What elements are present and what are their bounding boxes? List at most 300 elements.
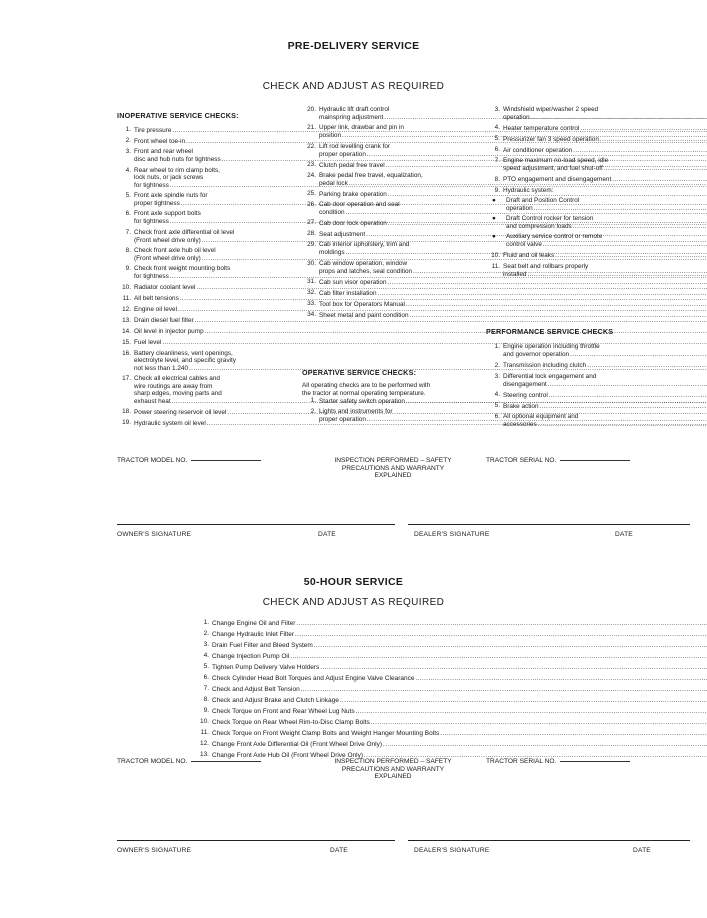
checklist-item xyxy=(486,373,666,388)
item-text: for tightness xyxy=(134,218,169,226)
checklist-item xyxy=(117,408,300,416)
dealer-signature-label: DEALER'S SIGNATURE xyxy=(414,531,490,538)
item-number: 32. xyxy=(307,289,316,297)
tractor-model-line-2 xyxy=(191,761,261,762)
operative-heading: OPERATIVE SERVICE CHECKS: xyxy=(302,368,417,378)
item-number: 27. xyxy=(307,219,316,227)
item-text: Seat adjustment xyxy=(319,231,366,239)
leader-dots xyxy=(549,392,707,399)
item-number: 1. xyxy=(310,397,316,405)
item-number: 13. xyxy=(199,751,209,758)
owner-date-label: DATE xyxy=(318,531,336,538)
item-text: Tire pressure xyxy=(134,127,172,134)
item-number: 21. xyxy=(307,124,316,132)
item-text: disc and hub nuts for tightness xyxy=(134,156,221,164)
item-text: proper operation xyxy=(319,150,366,158)
item-text: Change Engine Oil and Filter xyxy=(212,619,296,627)
item-text: Starter safety switch operation xyxy=(319,398,405,406)
checklist-item xyxy=(195,674,595,682)
item-text: Cab door lock operation xyxy=(319,220,387,228)
pre-delivery-subtitle: CHECK AND ADJUST AS REQUIRED xyxy=(262,81,445,92)
leader-dots xyxy=(356,708,707,715)
checklist-item xyxy=(117,339,300,347)
item-text: electrolyte level, and specific gravity xyxy=(134,356,236,364)
checklist-item xyxy=(302,201,484,216)
item-text: Cab sun visor operation xyxy=(319,278,387,286)
inoperative-checks-column xyxy=(117,112,300,427)
leader-dots xyxy=(540,403,707,410)
item-text: Upper link, drawbar and pin in xyxy=(319,124,404,132)
item-text: installed xyxy=(503,270,527,278)
item-text: for tightness xyxy=(134,181,169,189)
item-number: 1. xyxy=(203,619,209,626)
item-text: Check Torque on Front Weight Clamp Bolts and Weight Hanger Mounting Bolts xyxy=(212,729,440,737)
item-number: 26. xyxy=(307,201,316,209)
item-number: 7. xyxy=(125,228,131,236)
item-number: 2. xyxy=(310,408,316,416)
pre-delivery-title: PRE-DELIVERY SERVICE xyxy=(287,40,420,52)
checklist-item xyxy=(302,230,484,238)
dealer-signature-line[interactable] xyxy=(408,524,690,525)
tractor-model-field[interactable] xyxy=(117,457,261,465)
leader-dots xyxy=(538,421,707,428)
item-text: Brake action xyxy=(503,402,539,410)
item-text: condition xyxy=(319,209,345,217)
item-number: 4. xyxy=(203,652,209,659)
item-text: Radiator coolant level xyxy=(134,284,196,292)
checklist-item xyxy=(486,157,666,172)
item-number: 5. xyxy=(494,401,500,409)
inspection-line: EXPLAINED xyxy=(374,773,412,780)
checklist-item xyxy=(117,306,300,314)
item-text: Check and Adjust Brake and Clutch Linkage xyxy=(212,696,339,704)
item-text: (Front wheel drive only) xyxy=(134,255,201,263)
owner-signature-label: OWNER'S SIGNATURE xyxy=(117,531,192,538)
checklist-item xyxy=(195,652,595,660)
performance-checklist xyxy=(486,343,666,428)
checklist-item xyxy=(117,126,300,134)
item-number: 13. xyxy=(122,316,131,324)
checklist-item xyxy=(486,413,666,428)
item-number: 9. xyxy=(125,265,131,273)
checklist-item xyxy=(302,172,484,187)
leader-dots xyxy=(440,730,707,737)
item-text: Seat belt and rollbars properly xyxy=(503,262,589,270)
tractor-serial-label-2: TRACTOR SERIAL NO. xyxy=(486,758,557,765)
item-text: Hydraulic system oil level xyxy=(134,419,206,427)
item-text: operation xyxy=(503,114,530,121)
checklist-item xyxy=(486,263,666,278)
item-number: 4. xyxy=(125,166,131,174)
checklist-item xyxy=(302,289,484,297)
inspection-note xyxy=(300,457,486,480)
item-number: 10. xyxy=(122,283,131,291)
checklist-item xyxy=(302,278,484,286)
leader-dots xyxy=(600,136,707,143)
bullet-icon: ● xyxy=(492,233,496,241)
item-number: 5. xyxy=(125,192,131,200)
item-text: and governor operation xyxy=(503,351,570,359)
inspection-line: PRECAUTIONS AND WARRANTY xyxy=(341,765,445,773)
item-number: 8. xyxy=(125,247,131,255)
tractor-model-label: TRACTOR MODEL NO. xyxy=(117,457,188,464)
checklist-item xyxy=(486,176,666,184)
leader-dots xyxy=(314,642,707,649)
item-text: Cab interior upholstery, trim and xyxy=(319,241,410,249)
item-number: 10. xyxy=(491,251,500,259)
leader-dots xyxy=(604,165,707,172)
item-number: 14. xyxy=(122,327,131,335)
item-number: 11. xyxy=(491,262,500,270)
item-number: 23. xyxy=(307,160,316,168)
checklist-item xyxy=(302,311,484,319)
item-number: 11. xyxy=(122,294,131,302)
item-text: Drain Fuel Filter and Bleed System xyxy=(212,641,313,649)
item-number: 20. xyxy=(307,106,316,113)
checklist-item xyxy=(302,260,484,275)
leader-dots xyxy=(587,362,707,369)
item-number: 10. xyxy=(199,718,209,725)
checklist-item xyxy=(117,295,300,303)
fifty-hour-checklist-block xyxy=(195,619,595,759)
item-number: 9. xyxy=(203,707,209,714)
item-text: PTO engagement and disengagement xyxy=(503,176,612,184)
item-text: Steering control xyxy=(503,391,548,399)
item-number: 6. xyxy=(494,146,500,154)
inspection-line: PRECAUTIONS AND WARRANTY xyxy=(341,464,445,472)
leader-dots xyxy=(570,351,707,358)
item-text: Tighten Pump Delivery Valve Holders xyxy=(212,663,320,671)
checklist-item xyxy=(302,397,484,405)
item-text: Change Front Axle Hub Oil (Front Wheel Drive Only) xyxy=(212,751,363,759)
leader-dots xyxy=(612,176,707,183)
item-text: Fuel level xyxy=(134,339,162,347)
checklist-item xyxy=(302,190,484,198)
tractor-serial-label: TRACTOR SERIAL NO. xyxy=(486,457,557,464)
tractor-model-field-2[interactable] xyxy=(117,758,261,766)
leader-dots xyxy=(531,114,707,121)
item-text: wire routings are away from xyxy=(134,382,213,390)
item-text: Parking brake operation xyxy=(319,190,387,198)
checklist-item xyxy=(117,192,300,207)
checklist-item xyxy=(195,630,595,638)
checklist-item xyxy=(117,265,300,280)
tractor-serial-line-2 xyxy=(560,761,630,762)
dealer-date-label: DATE xyxy=(615,531,633,538)
checklist-item xyxy=(117,328,300,336)
item-text: Hydraulic system: xyxy=(503,186,554,194)
item-text: proper tightness xyxy=(134,200,180,208)
item-number: 17. xyxy=(122,375,131,383)
item-text: Pressurizer fan 3 speed operation xyxy=(503,136,599,143)
dealer-signature-label-2: DEALER'S SIGNATURE xyxy=(414,847,490,854)
checklist-item xyxy=(302,241,484,256)
item-number: 28. xyxy=(307,230,316,238)
checklist-item xyxy=(195,685,595,693)
checklist-item xyxy=(195,619,595,627)
checklist-item xyxy=(486,252,666,260)
item-number: 18. xyxy=(122,408,131,416)
item-number: 15. xyxy=(122,338,131,346)
item-text: Oil level in injector pump xyxy=(134,328,204,336)
checklist-item xyxy=(486,343,666,358)
item-number: 12. xyxy=(122,305,131,313)
owner-signature-line-2[interactable] xyxy=(117,840,395,841)
item-text: Change Injection Pump Oil xyxy=(212,652,290,660)
inspection-line: EXPLAINED xyxy=(374,472,412,479)
checklist-item xyxy=(302,408,484,423)
item-text: Tool box for Operators Manual xyxy=(319,300,405,308)
item-text: position xyxy=(319,132,342,140)
item-number: 1. xyxy=(494,343,500,351)
inoperative-checklist xyxy=(117,126,300,427)
checklist-item xyxy=(302,124,484,139)
checklist-item xyxy=(117,375,300,405)
item-text: Auxiliary service control or remote xyxy=(506,233,603,241)
item-number: 3. xyxy=(203,641,209,648)
checklist-item xyxy=(486,106,666,121)
item-text: Cab door operation and seal xyxy=(319,201,400,209)
item-number: 25. xyxy=(307,190,316,198)
item-text: Check front axle differential oil level xyxy=(134,228,235,236)
operative-checks-continued-column xyxy=(486,106,666,428)
item-number: 8. xyxy=(494,175,500,183)
checklist-item xyxy=(486,215,666,230)
checklist-item xyxy=(486,362,666,370)
item-text: Check and Adjust Belt Tension xyxy=(212,685,300,693)
checklist-item xyxy=(486,197,666,212)
item-number: 30. xyxy=(307,259,316,267)
leader-dots xyxy=(296,620,707,627)
item-text: Check Cylinder Head Bolt Torques and Adjust Engine Valve Clearance xyxy=(212,674,415,682)
item-text: operation xyxy=(506,204,533,212)
item-text: Lights and instruments for xyxy=(319,408,393,416)
item-number: 6. xyxy=(125,210,131,218)
leader-dots xyxy=(301,686,707,693)
leader-dots xyxy=(543,241,707,248)
item-text: Front and rear wheel xyxy=(134,148,193,156)
leader-dots xyxy=(555,252,707,259)
inoperative-heading: INOPERATIVE SERVICE CHECKS: xyxy=(117,111,239,120)
checklist-item xyxy=(195,696,595,704)
checklist-item xyxy=(486,146,666,154)
item-text: Lift rod levelling crank for xyxy=(319,142,391,150)
checklist-item xyxy=(117,284,300,292)
owner-date-label-2: DATE xyxy=(330,847,348,854)
checklist-item xyxy=(486,391,666,399)
fifty-hour-checklist xyxy=(195,619,595,759)
checklist-item xyxy=(302,300,484,308)
inoperative-checklist-continued xyxy=(302,106,484,319)
item-text: Check Torque on Rear Wheel Rim-to-Disc Clamp Bolts xyxy=(212,718,370,726)
item-number: 2. xyxy=(125,137,131,145)
checklist-item xyxy=(486,135,666,143)
checklist-item xyxy=(117,210,300,225)
leader-dots xyxy=(320,664,707,671)
leader-dots xyxy=(415,675,707,682)
checklist-item xyxy=(117,148,300,163)
leader-dots xyxy=(548,381,707,388)
item-text: exhaust heat xyxy=(134,397,171,405)
tractor-model-label-2: TRACTOR MODEL NO. xyxy=(117,758,188,765)
checklist-item xyxy=(117,350,300,373)
item-text: Power steering reservoir oil level xyxy=(134,408,227,416)
checklist-item xyxy=(302,106,484,121)
item-text: Front axle support bolts xyxy=(134,210,201,218)
item-number: 19. xyxy=(122,419,131,427)
item-text: Cab window operation, window xyxy=(319,259,408,267)
item-number: 2. xyxy=(494,361,500,369)
item-number: 22. xyxy=(307,142,316,150)
checklist-item xyxy=(117,137,300,145)
item-number: 31. xyxy=(307,278,316,286)
checklist-item xyxy=(486,124,666,132)
tractor-serial-field-2[interactable] xyxy=(486,758,630,766)
item-text: not less than 1.240 xyxy=(134,364,189,372)
item-text: Change Front Axle Differential Oil (Front Wheel Drive Only) xyxy=(212,740,383,748)
item-number: 6. xyxy=(494,412,500,420)
item-text: disengagement xyxy=(503,380,547,388)
checklist-item xyxy=(117,317,300,325)
fifty-hour-title: 50-HOUR SERVICE xyxy=(303,576,404,588)
item-text: Check front weight mounting bolts xyxy=(134,265,231,273)
checklist-item xyxy=(117,167,300,190)
item-number: 1. xyxy=(125,126,131,134)
checklist-item xyxy=(195,641,595,649)
leader-dots xyxy=(573,223,707,230)
item-text: props and latches, seal condition xyxy=(319,267,413,275)
checklist-item xyxy=(195,707,595,715)
item-text: Drain diesel fuel filter xyxy=(134,317,194,325)
item-number: 2. xyxy=(203,630,209,637)
item-number: 24. xyxy=(307,171,316,179)
item-number: 29. xyxy=(307,241,316,249)
item-number: 5. xyxy=(494,135,500,143)
leader-dots xyxy=(295,631,707,638)
inspection-line: INSPECTION PERFORMED – SAFETY xyxy=(334,758,452,765)
item-text: Draft and Position Control xyxy=(506,196,580,204)
checklist-item xyxy=(195,729,595,737)
item-text: (Front wheel drive only) xyxy=(134,236,201,244)
item-text: Transmission including clutch xyxy=(503,362,587,370)
item-number: 5. xyxy=(203,663,209,670)
leader-dots xyxy=(371,719,707,726)
owner-signature-label-2: OWNER'S SIGNATURE xyxy=(117,847,192,854)
checklist-item xyxy=(117,247,300,262)
operative-checklist-continued xyxy=(486,106,666,278)
operative-intro xyxy=(302,382,484,397)
dealer-date-label-2: DATE xyxy=(633,847,651,854)
item-text: Hydraulic lift draft control xyxy=(319,106,390,113)
checklist-item xyxy=(486,402,666,410)
item-text: lock nuts, or jack screws xyxy=(134,173,204,181)
item-number: 8. xyxy=(203,696,209,703)
item-text: Check Torque on Front and Rear Wheel Lug Nuts xyxy=(212,707,355,715)
item-text: Check all electrical cables and xyxy=(134,375,220,383)
bullet-icon: ● xyxy=(492,196,496,204)
inoperative-checks-continued-column xyxy=(302,106,484,424)
bullet-icon: ● xyxy=(492,215,496,223)
item-number: 34. xyxy=(307,311,316,319)
checklist-item xyxy=(117,419,300,427)
tractor-serial-field[interactable] xyxy=(486,457,630,465)
item-number: 16. xyxy=(122,349,131,357)
item-text: Fluid and oil leaks xyxy=(503,252,555,260)
operative-checklist xyxy=(302,397,484,423)
item-text: Front wheel toe-in xyxy=(134,138,186,145)
item-number: 9. xyxy=(494,186,500,194)
checklist-item xyxy=(117,229,300,244)
item-text: Windshield wiper/washer 2 speed xyxy=(503,106,599,113)
dealer-signature-line-2[interactable] xyxy=(408,840,690,841)
item-number: 3. xyxy=(494,372,500,380)
item-text: control valve xyxy=(506,241,542,249)
item-text: proper operation xyxy=(319,416,366,424)
leader-dots xyxy=(290,653,707,660)
tractor-model-line xyxy=(191,460,261,461)
item-text: moldings xyxy=(319,249,345,257)
checklist-item xyxy=(302,161,484,169)
item-text: All belt tensions xyxy=(134,295,179,303)
item-text: pedal lock xyxy=(319,179,348,187)
item-text: accessories xyxy=(503,420,537,428)
tractor-serial-line xyxy=(560,460,630,461)
item-number: 7. xyxy=(203,685,209,692)
item-number: 6. xyxy=(203,674,209,681)
fifty-hour-subtitle: CHECK AND ADJUST AS REQUIRED xyxy=(262,597,445,608)
owner-signature-line[interactable] xyxy=(117,524,395,525)
item-text: Change Hydraulic Inlet Filter xyxy=(212,630,295,638)
leader-dots xyxy=(340,697,707,704)
item-number: 7. xyxy=(494,157,500,165)
item-text: Battery cleanliness, vent openings, xyxy=(134,349,233,357)
checklist-item xyxy=(195,718,595,726)
item-text: for tightness xyxy=(134,273,169,281)
item-text: Front axle spindle nuts for xyxy=(134,192,208,200)
leader-dots xyxy=(383,741,707,748)
item-number: 3. xyxy=(494,106,500,113)
item-text: Cab filter installation xyxy=(319,289,377,297)
item-number: 4. xyxy=(494,390,500,398)
checklist-item xyxy=(302,143,484,158)
checklist-item xyxy=(486,187,666,194)
item-text: Differential lock engagement and xyxy=(503,372,597,380)
item-text: Draft Control rocker for tension xyxy=(506,215,594,223)
item-number: 3. xyxy=(125,148,131,156)
item-text: Brake pedal free travel, equalization, xyxy=(319,171,423,179)
checklist-item xyxy=(486,233,666,248)
checklist-item xyxy=(195,740,595,748)
item-number: 12. xyxy=(199,740,209,747)
item-text: Engine oil level xyxy=(134,306,177,314)
checklist-item xyxy=(195,663,595,671)
item-text: mainspring adjustment xyxy=(319,114,384,121)
item-text: Sheet metal and paint condition xyxy=(319,311,409,319)
inspection-note-2 xyxy=(300,758,486,781)
item-text: Air conditioner operation xyxy=(503,147,573,154)
item-text: and compression loads xyxy=(506,223,572,231)
item-text: Heater temperature control xyxy=(503,125,580,132)
item-text: Rear wheel to rim clamp bolts, xyxy=(134,166,220,174)
leader-dots xyxy=(527,271,707,278)
performance-heading: PERFORMANCE SERVICE CHECKS xyxy=(486,327,614,337)
item-text: sharp edges, moving parts and xyxy=(134,389,222,397)
item-number: 33. xyxy=(307,300,316,308)
item-number: 4. xyxy=(494,124,500,132)
checklist-item xyxy=(302,219,484,227)
item-number: 11. xyxy=(200,729,209,736)
leader-dots xyxy=(580,125,707,132)
